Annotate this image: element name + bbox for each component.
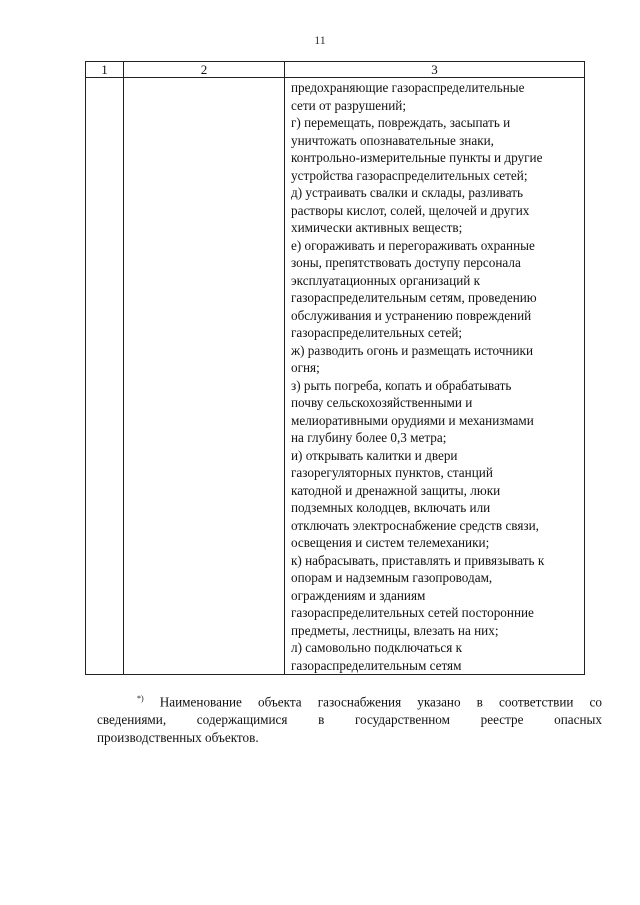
text-line: растворы кислот, солей, щелочей и других [291, 202, 530, 218]
text-line: сети от разрушений; [291, 97, 406, 113]
text-line: огня; [291, 360, 320, 375]
text-line: на глубину более 0,3 метра; [291, 430, 447, 445]
text-line: ж) разводить огонь и размещать источники [291, 342, 534, 358]
text-line: к) набрасывать, приставлять и привязывать к [291, 552, 545, 568]
text-line: опорам и надземным газопроводам, [291, 570, 493, 585]
text-line: газораспределительным сетям, проведению [291, 290, 537, 305]
text-line: газораспределительных сетей; [291, 325, 463, 340]
text-line: освещения и систем телемеханики; [291, 535, 490, 550]
text-line: г) перемещать, повреждать, засыпать и [291, 115, 511, 130]
text-line: д) устраивать свалки и склады, разливать [291, 185, 523, 200]
text-line: химически активных веществ; [291, 220, 463, 235]
footnote-line-3: производственных объектов. [97, 730, 259, 746]
text-line: контрольно-измерительные пункты и другие [291, 150, 543, 165]
text-line: катодной и дренажной защиты, люки [291, 482, 501, 498]
text-line: эксплуатационных организаций к [291, 272, 481, 288]
footnote-marker: *) [137, 694, 144, 703]
requirements-table [85, 61, 585, 675]
text-line: мелиоративными орудиями и механизмами [291, 412, 534, 428]
text-line: предметы, лестницы, влезать на них; [291, 622, 499, 638]
text-line: устройства газораспределительных сетей; [291, 167, 528, 183]
text-line: и) открывать калитки и двери [291, 447, 458, 463]
cell-column-3 [285, 78, 585, 675]
text-line: отключать электроснабжение средств связи, [291, 517, 539, 533]
prohibitions-text [285, 78, 584, 674]
text-line: л) самовольно подключаться к [291, 640, 463, 655]
text-line: е) огораживать и перегораживать охранные [291, 237, 535, 253]
table-header-row [86, 62, 585, 78]
table-row [86, 78, 585, 675]
footnote-line-2: сведениями, содержащимися в государственном реестре опасных [97, 712, 602, 728]
footnote-text-1: Наименование объекта газоснабжения указано в соответствии со [159, 694, 602, 710]
text-line: предохраняющие газораспределительные [291, 80, 525, 95]
cell-column-2 [124, 78, 285, 675]
column-header-2: 2 [124, 62, 285, 78]
text-line: з) рыть погреба, копать и обрабатывать [291, 377, 512, 393]
page-number: 11 [314, 33, 326, 47]
text-line: уничтожать опознавательные знаки, [291, 132, 494, 148]
cell-column-1 [86, 78, 124, 675]
column-header-3: 3 [285, 62, 585, 78]
column-header-1: 1 [86, 62, 124, 78]
footnote-line-1 [97, 690, 602, 711]
text-line: подземных колодцев, включать или [291, 500, 491, 515]
text-line: зоны, препятствовать доступу персонала [291, 255, 521, 270]
text-line: газорегуляторных пунктов, станций [291, 465, 493, 480]
text-line: газораспределительным сетям [291, 657, 462, 673]
text-line: газораспределительных сетей посторонние [291, 605, 534, 620]
text-line: почву сельскохозяйственными и [291, 395, 473, 410]
footnote [97, 690, 602, 747]
text-line: ограждениям и зданиям [291, 587, 426, 603]
text-line: обслуживания и устранению повреждений [291, 307, 532, 323]
